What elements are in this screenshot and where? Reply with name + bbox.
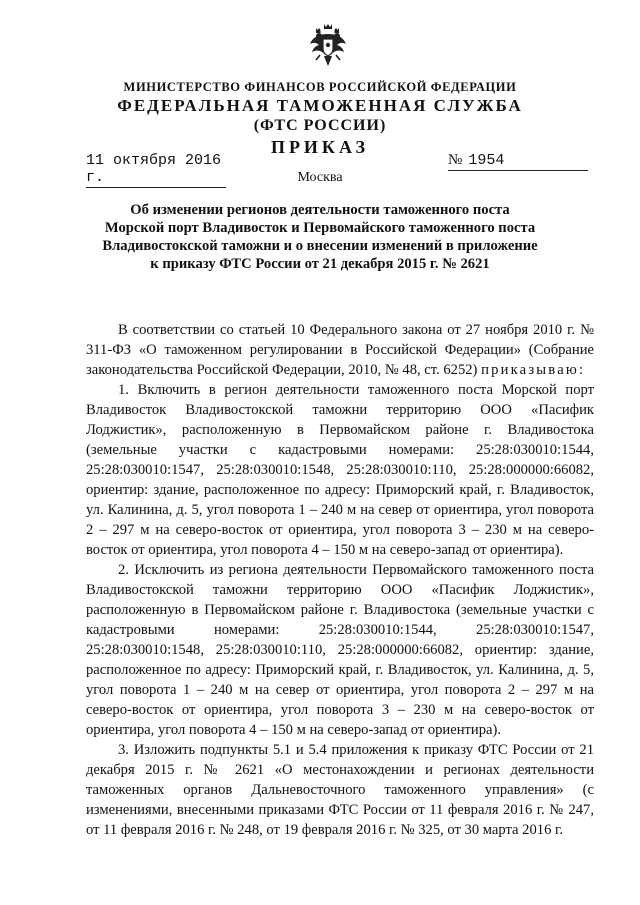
order-title [100,201,540,273]
service-name: ФЕДЕРАЛЬНАЯ ТАМОЖЕННАЯ СЛУЖБА [117,96,523,115]
order-date: 11 октября 2016 г. [86,152,226,188]
ministry-name: МИНИСТЕРСТВО ФИНАНСОВ РОССИЙСКОЙ ФЕДЕРАЦИИ [123,80,517,94]
service-abbreviation: (ФТС РОССИИ) [253,117,387,134]
title-line: Морской порт Владивосток и Первомайского таможенного поста [104,220,536,236]
title-line: Об изменении регионов деятельности таможенного поста [130,202,510,218]
item-2-paragraph: 2. Исключить из региона деятельности Первомайского таможенного поста Владивостокской таможни территорию ООО «Пасифик Лоджистик», расположенную в Первомайском районе г. Владивостока (земельные участки с кадастровыми номерами: 25:28:030010:1544, 25:28:030010:1547, 25:28:030010:1548, 25:28:030010:110, 25:28:000000:66082, ориентир: здание, расположенное по адресу: Приморский край, г. Владивосток, ул. Калинина, д. 5, угол поворота 1 – 240 м на север от ориентира, угол поворота 2 – 297 м на северо-восток от ориентира, угол поворота 3 – 230 м на северо-восток от ориентира, угол поворота 4 – 150 м на северо-запад от ориентира). [86,562,594,738]
title-line: Владивостокской таможни и о внесении изменений в приложение [102,238,538,254]
number-sign: № [448,152,463,168]
order-number: 1954 [468,152,505,169]
title-line: к приказу ФТС России от 21 декабря 2015 г. № 2621 [150,256,490,272]
order-number-field [448,152,588,171]
intro-paragraph [86,320,594,380]
intro-text: В соответствии со статьей 10 Федерального закона от 27 ноября 2010 г. № 311-ФЗ «О таможенном регулировании в Российской Федерации» (Собрание законодательства Российской Федерации, 2010, № 48, ст. 6252) [86,322,594,378]
double-headed-eagle-icon [309,22,347,68]
item-1-paragraph: 1. Включить в регион деятельности таможенного поста Морской порт Владивосток Владивостокской таможни территорию ООО «Пасифик Лоджистик», расположенную в Первомайском районе г. Владивостока (земельные участки с кадастровыми номерами: 25:28:030010:1544, 25:28:030010:1547, 25:28:030010:1548, 25:28:030010:110, 25:28:000000:66082, ориентир: здание, расположенное по адресу: Приморский край, г. Владивосток, ул. Калинина, д. 5, угол поворота 1 – 240 м на север от ориентира, угол поворота 2 – 297 м на северо-восток от ориентира, угол поворота 3 – 230 м на северо-восток от ориентира, угол поворота 4 – 150 м на северо-запад от ориентира). [86,382,594,558]
document-type: ПРИКАЗ [270,137,370,157]
city-name: Москва [297,170,343,185]
intro-action: приказываю: [481,362,586,378]
order-body [86,320,594,840]
item-3-paragraph: 3. Изложить подпункты 5.1 и 5.4 приложения к приказу ФТС России от 21 декабря 2015 г. № 2621 «О местонахождении и регионах деятельности таможенных органов Дальневосточного таможенного управления» (с изменениями, внесенными приказами ФТС России от 11 февраля 2016 г. № 247, от 11 февраля 2016 г. № 248, от 19 февраля 2016 г. № 325, от 30 марта 2016 г. [86,742,594,838]
